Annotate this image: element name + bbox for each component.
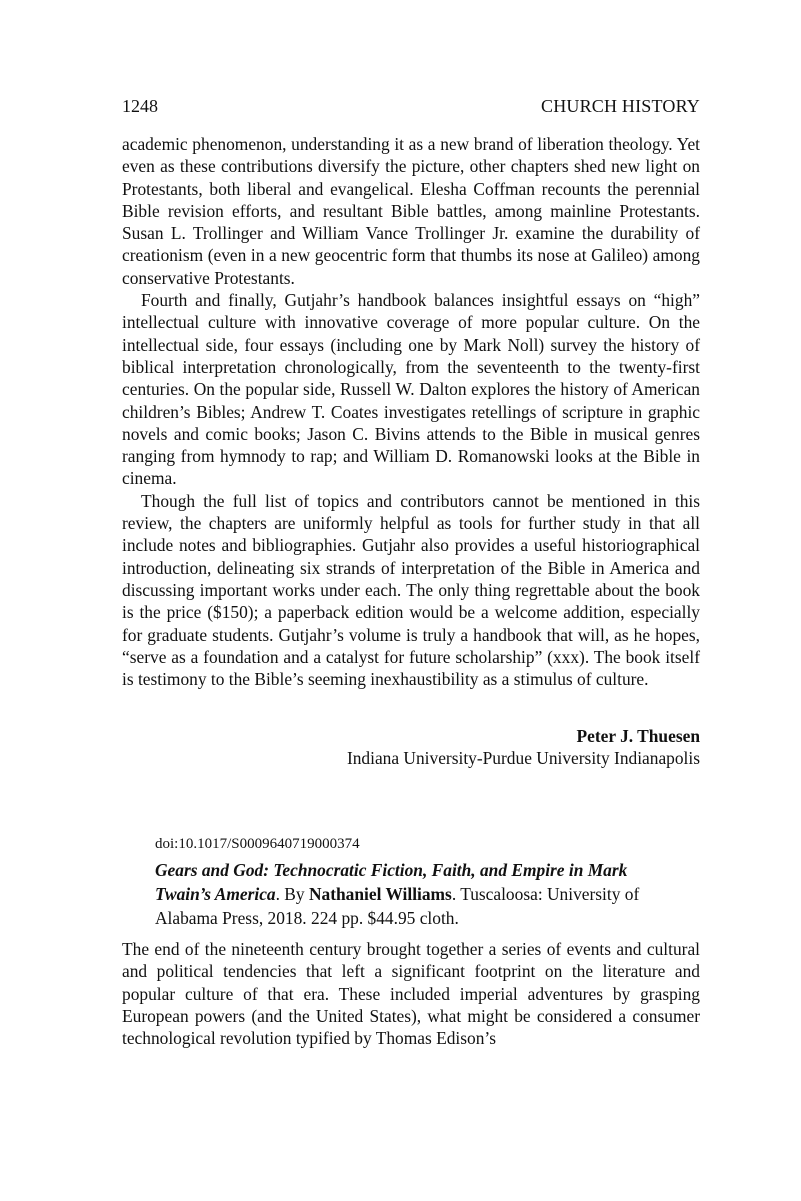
review-paragraph-1: academic phenomenon, understanding it as a new brand of liberation theology. Yet even as these contributions diversify the picture, other chapters shed new light on Protestants, both liberal and evangelical. Elesha Coffman recounts the perennial Bible revision efforts, and resultant Bible battles, among mainline Protestants. Susan L. Trollinger and William Vance Trollinger Jr. examine the durability of creationism (even in a new geocentric form that thumbs its nose at Galileo) among conservative Protestants. <box>122 134 700 288</box>
next-review-header <box>155 834 700 930</box>
book-title: Gears and God: Technocratic Fiction, Faith, and Empire in Mark Twain’s America <box>155 860 628 904</box>
reviewer-name: Peter J. Thuesen <box>576 726 700 746</box>
review-paragraph-2: Fourth and finally, Gutjahr’s handbook balances insightful essays on “high” intellectual culture with innovative coverage of more popular culture. On the intellectual side, four essays (including one by Mark Noll) survey the history of biblical interpretation chronologically, from the seventeenth to the twenty-first centuries. On the popular side, Russell W. Dalton explores the history of American children’s Bibles; Andrew T. Coates investigates retellings of scripture in graphic novels and comic books; Jason C. Bivins attends to the Bible in musical genres ranging from hymnody to rap; and William D. Romanowski looks at the Bible in cinema. <box>122 290 700 489</box>
running-head <box>122 94 700 118</box>
reviewer-signature <box>122 725 700 770</box>
page-number: 1248 <box>122 96 158 116</box>
doi-line: doi:10.1017/S0009640719000374 <box>155 836 360 852</box>
by-label: . By <box>275 884 309 904</box>
journal-title: CHURCH HISTORY <box>541 96 700 116</box>
next-review-body <box>122 938 700 1049</box>
next-review-paragraph-1: The end of the nineteenth century brought together a series of events and cultural and political tendencies that left a significant footprint on the literature and popular culture of that era. These included imperial adventures by grasping European powers (and the United States), what might be considered a consumer technological revolution typified by Thomas Edison’s <box>122 939 700 1049</box>
book-citation <box>155 858 675 930</box>
publication-details: . Tuscaloosa: University of Alabama Press, 2018. 224 pp. $44.95 cloth. <box>155 884 640 928</box>
book-author: Nathaniel Williams <box>308 884 452 904</box>
reviewer-affiliation: Indiana University-Purdue University Indianapolis <box>346 748 700 769</box>
review-paragraph-3: Though the full list of topics and contributors cannot be mentioned in this review, the chapters are uniformly helpful as tools for further study in that all include notes and bibliographies. Gutjahr also provides a useful historiographical introduction, delineating six strands of interpretation of the Bible in America and discussing important works under each. The only thing regrettable about the book is the price ($150); a paperback edition would be a welcome addition, especially for graduate students. Gutjahr’s volume is truly a handbook that will, as he hopes, “serve as a foundation and a catalyst for future scholarship” (xxx). The book itself is testimony to the Bible’s seeming inexhaustibility as a stimulus of culture. <box>122 490 700 690</box>
review-body <box>122 133 700 690</box>
